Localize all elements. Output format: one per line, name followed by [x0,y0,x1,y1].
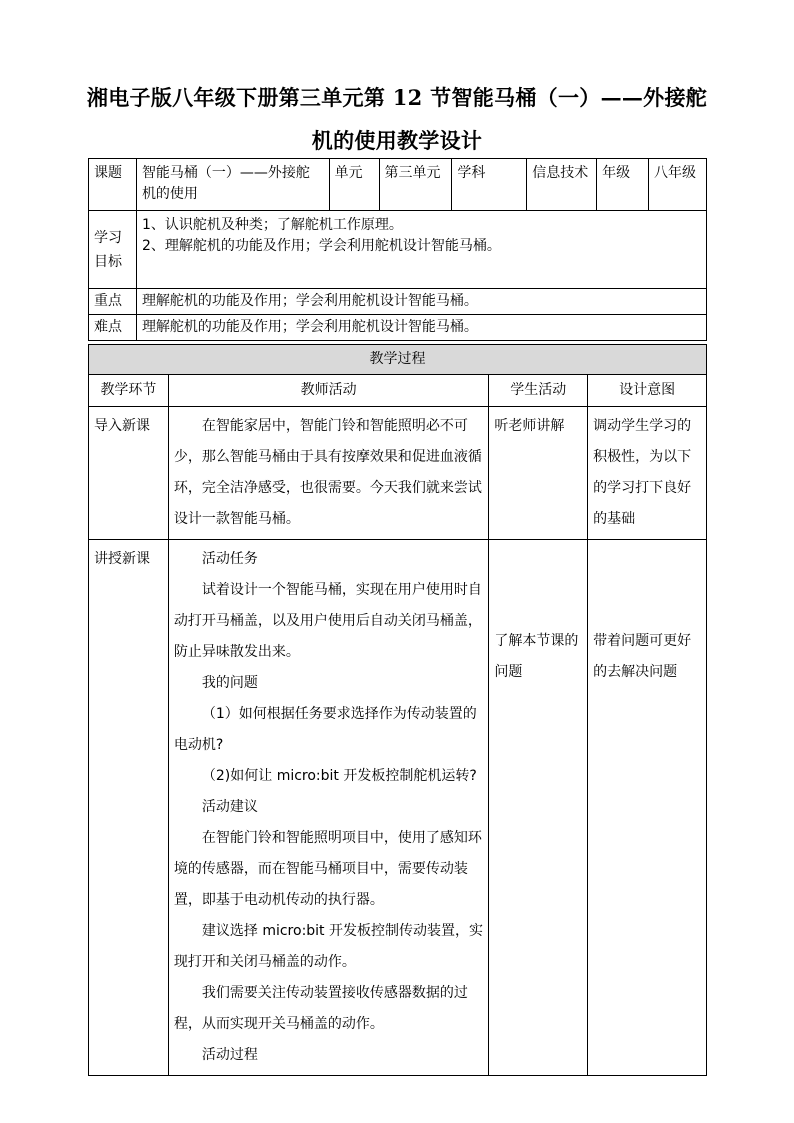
teacher-paragraph: 我们需要关注传动装置接收传感器数据的过程，从而实现开关马桶盖的动作。 [173,985,468,1032]
goal-item: 1、认识舵机及种类；了解舵机工作原理。 [141,217,403,233]
student-activity-cell: 了解本节课的问题 [489,540,588,1076]
teacher-paragraph: 在智能家居中，智能门铃和智能照明必不可少，那么智能马桶由于具有按摩效果和促进血液循环，完全洁净感受，也很需要。今天我们就来尝试设计一款智能马桶。 [173,418,482,527]
course-value: 智能马桶（一）——外接舵机的使用 [136,159,329,211]
difficult-label: 难点 [89,315,137,341]
goals-cell [136,211,706,289]
unit-label: 单元 [329,159,379,211]
teacher-paragraph: 在智能门铃和智能照明项目中，使用了感知环境的传感器，而在智能马桶项目中，需要传动装置，即基于电动机传动的执行器。 [173,830,482,908]
table-row [89,407,707,540]
teacher-activity-cell [168,407,488,540]
document-title-line2: 机的使用教学设计 [311,128,483,153]
column-header: 设计意图 [588,375,707,407]
teacher-paragraph: 试着设计一个智能马桶，实现在用户使用时自动打开马桶盖，以及用户使用后自动关闭马桶盖，防止异味散发出来。 [173,582,482,660]
column-header: 教师活动 [168,375,488,407]
table-row [89,540,707,1076]
subject-value: 信息技术 [527,159,597,211]
teacher-activity-cell [168,540,488,1076]
design-intent-cell: 带着问题可更好的去解决问题 [588,540,707,1076]
stage-cell: 讲授新课 [89,540,169,1076]
document-title-line1: 湘电子版八年级下册第三单元第 12 节智能马桶（一）——外接舵 [86,85,708,110]
course-info-table [88,158,707,341]
difficult-value: 理解舵机的功能及作用；学会利用舵机设计智能马桶。 [136,315,706,341]
course-label: 课题 [89,159,137,211]
unit-value: 第三单元 [379,159,452,211]
teacher-paragraph: （1）如何根据任务要求选择作为传动装置的电动机? [173,706,477,753]
teacher-paragraph: （2)如何让 micro:bit 开发板控制舵机运转? [201,768,477,784]
goals-label: 学习目标 [89,211,137,289]
column-header: 教学环节 [89,375,169,407]
teacher-paragraph: 建议选择 micro:bit 开发板控制传动装置，实现打开和关闭马桶盖的动作。 [173,923,483,970]
design-intent-cell: 调动学生学习的积极性，为以下的学习打下良好的基础 [588,407,707,540]
goal-item: 2、理解舵机的功能及作用；学会利用舵机设计智能马桶。 [141,238,501,254]
student-activity-cell: 听老师讲解 [489,407,588,540]
process-table [88,344,707,1076]
key-label: 重点 [89,289,137,315]
key-value: 理解舵机的功能及作用；学会利用舵机设计智能马桶。 [136,289,706,315]
teacher-paragraph: 活动任务 [201,551,258,567]
grade-label: 年级 [597,159,649,211]
grade-value: 八年级 [649,159,707,211]
teacher-paragraph: 我的问题 [201,675,258,691]
subject-label: 学科 [452,159,527,211]
teacher-paragraph: 活动过程 [201,1047,258,1063]
stage-cell: 导入新课 [89,407,169,540]
column-header: 学生活动 [489,375,588,407]
teacher-paragraph: 活动建议 [201,799,258,815]
process-header: 教学过程 [89,345,707,375]
